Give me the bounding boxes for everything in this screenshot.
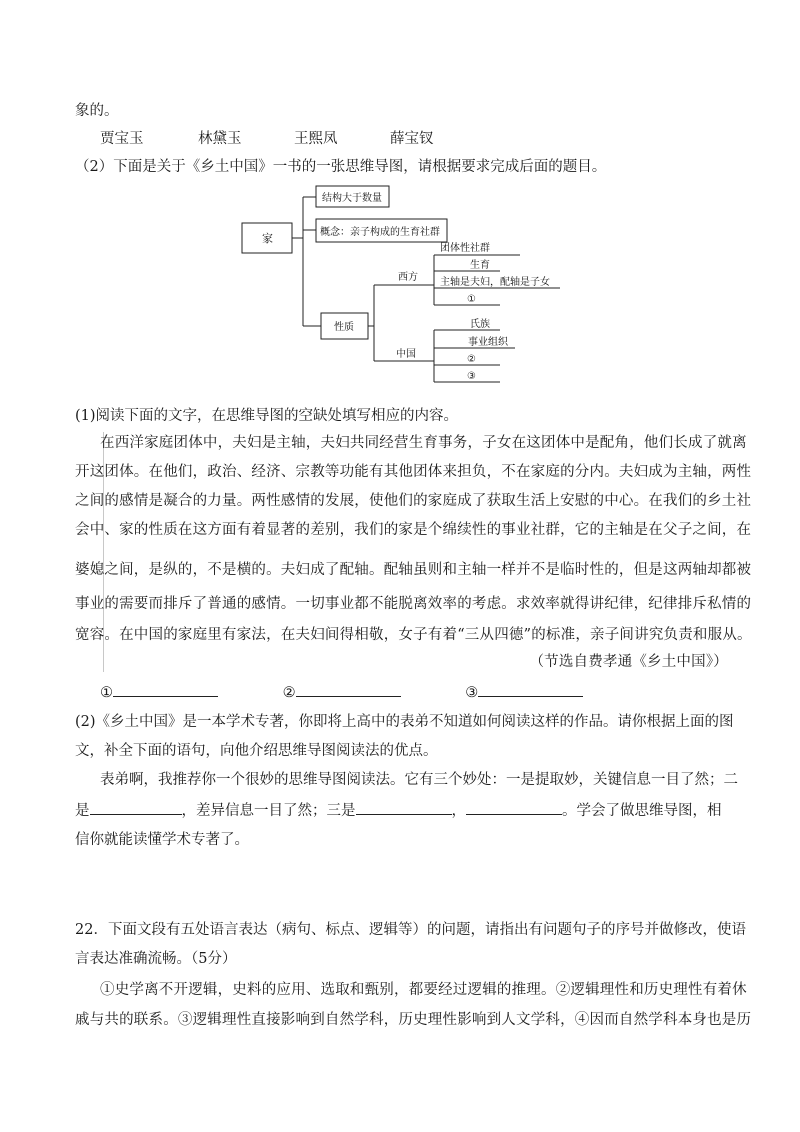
passage-line: 开这团体。在他们，政治、经济、宗教等功能有其他团体来担负，不在家庭的分内。夫妇成为主轴，两性 bbox=[75, 464, 752, 480]
mindmap-west: 西方 bbox=[398, 272, 418, 283]
question-22-line: 言表达准确流畅。（5分） bbox=[75, 951, 237, 967]
passage-line: 婆媳之间，是纵的，不是横的。夫妇成了配轴。配轴虽则和主轴一样并不是临时性的，但是这两轴却都被 bbox=[75, 562, 752, 578]
mindmap-china-blank: ② bbox=[467, 354, 476, 365]
letter-blank-2[interactable] bbox=[356, 799, 452, 815]
letter-text: ， bbox=[451, 803, 466, 819]
name-item: 王熙凤 bbox=[294, 131, 338, 147]
letter-blank-1[interactable] bbox=[90, 799, 182, 815]
answer-mark: ① bbox=[100, 685, 113, 701]
letter-text: 是 bbox=[75, 803, 90, 819]
answer-blank-line[interactable] bbox=[296, 681, 401, 697]
passage-line: 在西洋家庭团体中，夫妇是主轴，夫妇共同经营生育事务，子女在这团体中是配角，他们长成了就离 bbox=[100, 435, 747, 451]
mindmap-concept: 概念：亲子构成的生育社群 bbox=[320, 227, 440, 238]
letter-text: 。学会了做思维导图，相 bbox=[562, 803, 722, 819]
passage-line: 事业的需要而排斥了普通的感情。一切事业都不能脱离效率的考虑。求效率就得讲纪律，纪律排斥私情的 bbox=[75, 596, 752, 612]
letter-text: ，差异信息一目了然；三是 bbox=[181, 803, 356, 819]
answer-blanks bbox=[100, 681, 583, 703]
mindmap-west-item: 团体性社群 bbox=[440, 243, 490, 254]
mindmap-china-item: 氏族 bbox=[470, 319, 490, 330]
name-item: 贾宝玉 bbox=[100, 131, 144, 147]
question-22-line: 22．下面文段有五处语言表达（病句、标点、逻辑等）的问题，请指出有问题句子的序号并做修改，使语 bbox=[75, 922, 746, 938]
mindmap-root: 家 bbox=[262, 232, 273, 245]
name-item: 薛宝钗 bbox=[390, 131, 434, 147]
name-item: 林黛玉 bbox=[198, 131, 242, 147]
mindmap-china-blank: ③ bbox=[467, 371, 476, 382]
question-22-passage-line: ①史学离不开逻辑，史料的应用、选取和甄别，都要经过逻辑的推理。②逻辑理性和历史理性有着休 bbox=[100, 982, 747, 998]
question-2-intro: （2）下面是关于《乡土中国》一书的一张思维导图，请根据要求完成后面的题目。 bbox=[75, 159, 607, 175]
top-text: 象的。 bbox=[75, 103, 119, 119]
passage-line: 宽容。在中国的家庭里有家法，在夫妇间得相敬，女子有着“三从四德”的标准，亲子间讲究负责和服从。 bbox=[75, 627, 752, 643]
letter-line-1: 表弟啊，我推荐你一个很妙的思维导图阅读法。它有三个妙处：一是提取妙，关键信息一目了然；二 bbox=[100, 772, 738, 788]
passage-source: （节选自费孝通《乡土中国》） bbox=[529, 654, 728, 670]
letter-line-3: 信你就能读懂学术专著了。 bbox=[75, 832, 249, 848]
mindmap-china: 中国 bbox=[396, 349, 416, 360]
answer-blank-line[interactable] bbox=[113, 681, 218, 697]
mindmap-structure: 结构大于数量 bbox=[322, 193, 382, 204]
sub-question-2-line: 文，补全下面的语句，向他介绍思维导图阅读法的优点。 bbox=[75, 743, 438, 759]
mindmap-west-item: 生育 bbox=[470, 260, 490, 271]
sub-question-1-prompt: (1)阅读下面的文字，在思维导图的空缺处填写相应的内容。 bbox=[75, 408, 459, 424]
question-22-passage-line: 戚与共的联系。③逻辑理性直接影响到自然学科，历史理性影响到人文学科，④因而自然学科本身也是历 bbox=[75, 1012, 752, 1028]
passage-line: 会中、家的性质在这方面有着显著的差别，我们的家是个绵续性的事业社群，它的主轴是在父子之间，在 bbox=[75, 522, 752, 538]
mindmap-nature: 性质 bbox=[334, 322, 354, 333]
mindmap-west-item: 主轴是夫妇，配轴是子女 bbox=[440, 277, 550, 288]
letter-blank-3[interactable] bbox=[466, 799, 562, 815]
mind-map bbox=[0, 0, 800, 400]
sub-question-2-line: (2)《乡土中国》是一本学术专著，你即将上高中的表弟不知道如何阅读这样的作品。请你根据上面的图 bbox=[75, 714, 734, 730]
answer-mark: ③ bbox=[465, 685, 479, 701]
letter-line-2 bbox=[75, 799, 722, 821]
answer-mark: ② bbox=[282, 685, 296, 701]
mindmap-west-blank: ① bbox=[467, 294, 476, 305]
mindmap-china-item: 事业组织 bbox=[468, 337, 508, 348]
passage-line: 之间的感情是凝合的力量。两性感情的发展，使他们的家庭成了获取生活上安慰的中心。在我们的乡土社 bbox=[75, 493, 752, 509]
answer-blank-line[interactable] bbox=[478, 681, 583, 697]
